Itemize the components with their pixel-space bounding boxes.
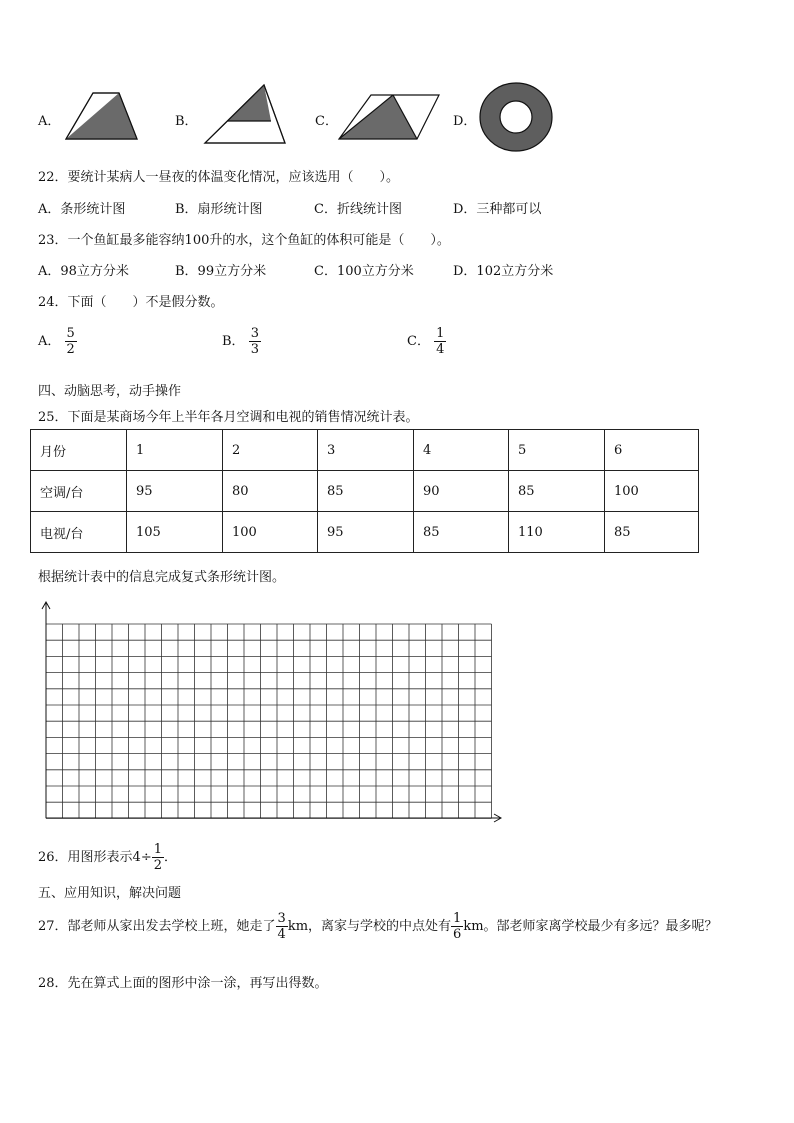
q24-question: 24．下面（ ）不是假分数。: [38, 295, 224, 310]
q24-option-a: A． $\frac{5}{2}$: [38, 326, 75, 357]
q21-option-a-label: A．: [38, 114, 61, 129]
table-cell: 电视/台: [31, 512, 127, 553]
table-cell: 100: [605, 471, 699, 512]
table-cell: 80: [223, 471, 318, 512]
table-cell: 空调/台: [31, 471, 127, 512]
table-cell: 月份: [31, 430, 127, 471]
table-row: [31, 471, 699, 512]
table-row: [31, 512, 699, 553]
table-cell: 85: [509, 471, 605, 512]
parallelogram-half-shaded-icon: [337, 93, 441, 141]
q21-option-c-label: C．: [315, 114, 338, 129]
table-cell: 3: [318, 430, 414, 471]
section-4-heading: 四、动脑思考，动手操作: [38, 384, 182, 399]
q23-option-c: C．100立方分米: [314, 264, 414, 279]
table-cell: 85: [414, 512, 509, 553]
table-cell: 1: [127, 430, 223, 471]
ring-shaded-icon: [478, 81, 554, 153]
q22-question: 22．要统计某病人一昼夜的体温变化情况，应该选用（ ）。: [38, 170, 400, 185]
table-cell: 2: [223, 430, 318, 471]
sales-table: [30, 429, 699, 553]
table-cell: 100: [223, 512, 318, 553]
q25-instruction: 根据统计表中的信息完成复式条形统计图。: [38, 570, 286, 585]
q26-question: 26．用图形表示4÷ $\frac{1}{2}$ ．: [38, 842, 178, 873]
table-cell: 90: [414, 471, 509, 512]
trapezoid-half-shaded-icon: [63, 91, 139, 141]
table-cell: 85: [605, 512, 699, 553]
q23-option-b: B．99立方分米: [175, 264, 267, 279]
table-cell: 6: [605, 430, 699, 471]
blank-chart-grid: [36, 598, 506, 830]
table-cell: 4: [414, 430, 509, 471]
q22-option-c: C．折线统计图: [314, 202, 402, 217]
q23-question: 23．一个鱼缸最多能容纳100升的水，这个鱼缸的体积可能是（ ）。: [38, 233, 450, 248]
table-cell: 95: [127, 471, 223, 512]
q21-option-d-label: D．: [453, 114, 477, 129]
table-row: [31, 430, 699, 471]
q24-option-b: B． $\frac{3}{3}$: [222, 326, 259, 357]
triangle-top-shaded-icon: [203, 83, 287, 145]
table-cell: 5: [509, 430, 605, 471]
q23-option-d: D．102立方分米: [453, 264, 554, 279]
table-cell: 110: [509, 512, 605, 553]
table-cell: 95: [318, 512, 414, 553]
q25-question: 25．下面是某商场今年上半年各月空调和电视的销售情况统计表。: [38, 410, 419, 425]
q24-option-c: C． $\frac{1}{4}$: [407, 326, 445, 357]
section-5-heading: 五、应用知识，解决问题: [38, 886, 182, 901]
q23-option-a: A．98立方分米: [38, 264, 129, 279]
q28-question: 28．先在算式上面的图形中涂一涂，再写出得数。: [38, 976, 328, 991]
q27-question: 27．郜老师从家出发去学校上班，她走了 $\frac{3}{4}$ km，离家与学校的中点处有 $\frac{1}{6}$ km。郜老师家离学校最少有多远？最多呢？: [38, 911, 718, 942]
q22-option-a: A．条形统计图: [38, 202, 126, 217]
q21-option-b-label: B．: [175, 114, 198, 129]
table-cell: 85: [318, 471, 414, 512]
q22-option-b: B．扇形统计图: [175, 202, 263, 217]
table-cell: 105: [127, 512, 223, 553]
q22-option-d: D．三种都可以: [453, 202, 542, 217]
